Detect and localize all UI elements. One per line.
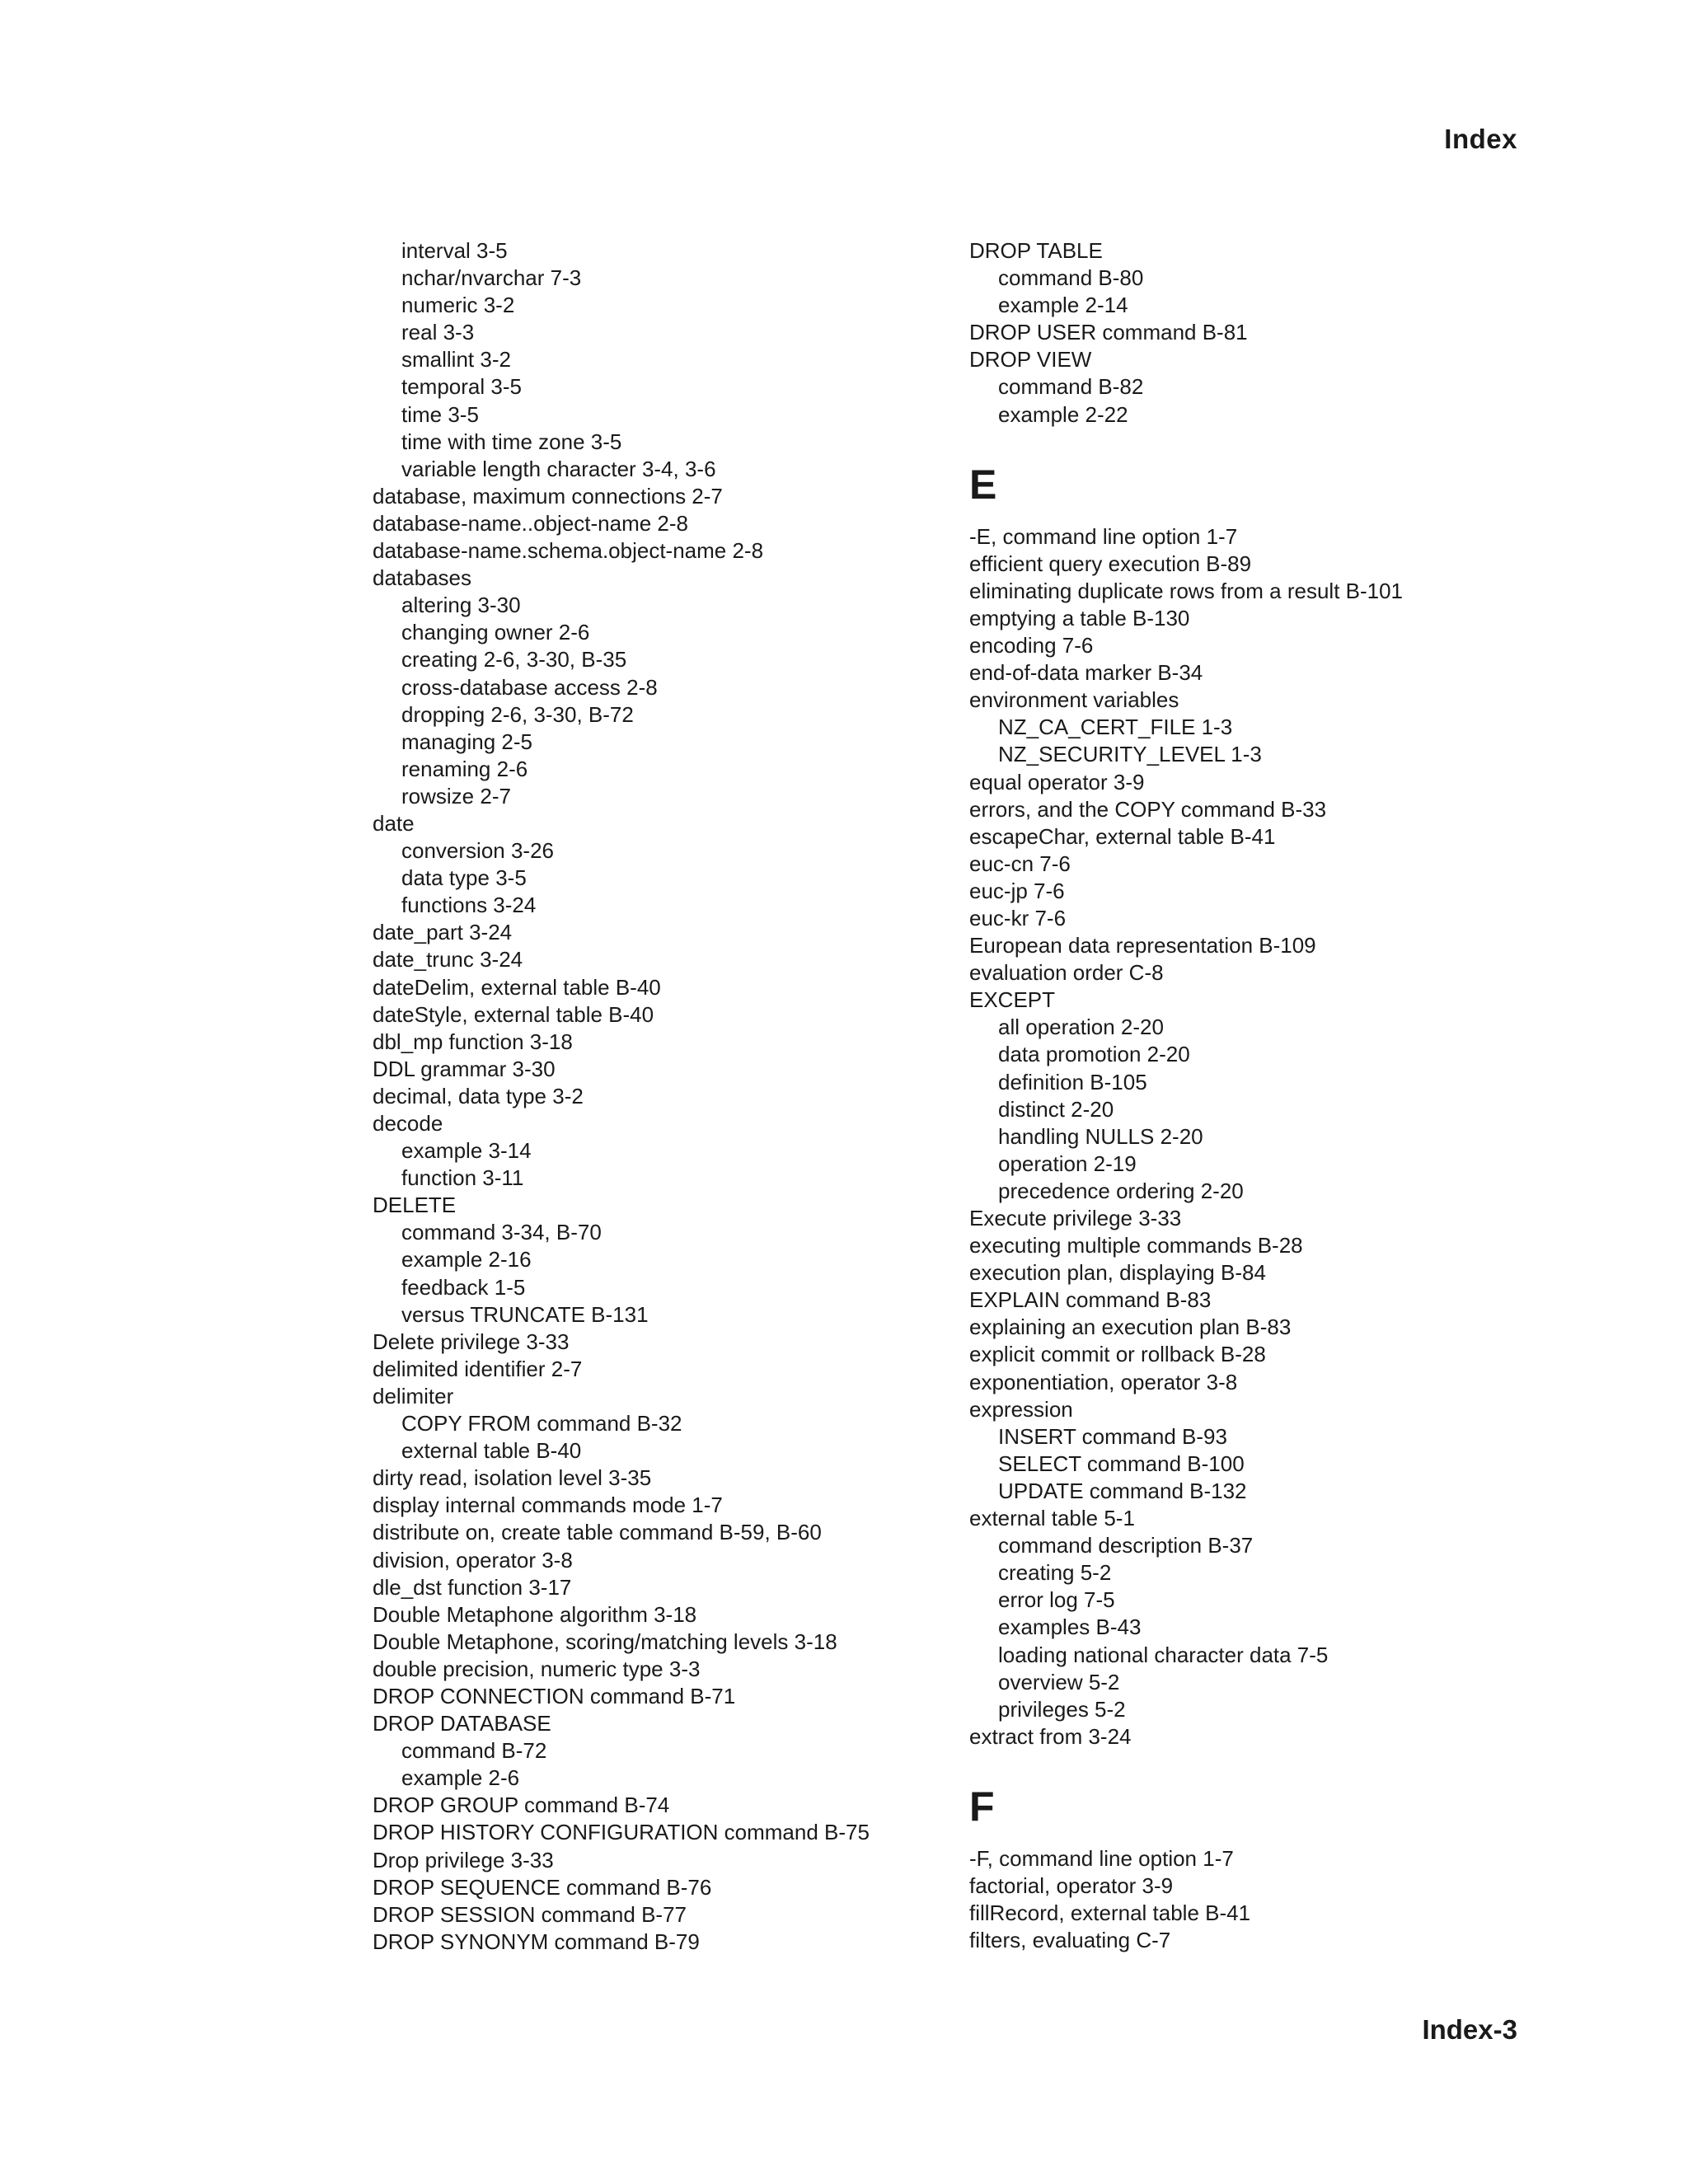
index-entry: DROP SEQUENCE command B-76 bbox=[373, 1874, 712, 1900]
index-subentry: temporal 3-5 bbox=[401, 374, 522, 400]
index-entry: dle_dst function 3-17 bbox=[373, 1574, 572, 1600]
index-subentry: overview 5-2 bbox=[998, 1669, 1120, 1694]
index-subentry: example 3-14 bbox=[401, 1138, 532, 1164]
index-entry: Double Metaphone algorithm 3-18 bbox=[373, 1601, 697, 1627]
index-entry: extract from 3-24 bbox=[969, 1723, 1132, 1749]
index-subentry: feedback 1-5 bbox=[401, 1274, 526, 1300]
index-subentry: error log 7-5 bbox=[998, 1587, 1115, 1613]
index-subentry: SELECT command B-100 bbox=[998, 1451, 1245, 1476]
index-entry: database-name..object-name 2-8 bbox=[373, 510, 689, 536]
index-entry: dirty read, isolation level 3-35 bbox=[373, 1465, 652, 1491]
index-subentry: nchar/nvarchar 7-3 bbox=[401, 265, 582, 291]
index-subentry: INSERT command B-93 bbox=[998, 1423, 1227, 1449]
index-subentry: functions 3-24 bbox=[401, 893, 537, 918]
index-entry: Execute privilege 3-33 bbox=[969, 1206, 1182, 1230]
index-subentry: command 3-34, B-70 bbox=[401, 1220, 602, 1245]
index-subentry: managing 2-5 bbox=[401, 729, 532, 754]
index-subentry: time with time zone 3-5 bbox=[401, 429, 622, 454]
index-entry: Delete privilege 3-33 bbox=[373, 1329, 570, 1354]
index-entry: evaluation order C-8 bbox=[969, 960, 1164, 986]
index-subentry: cross-database access 2-8 bbox=[401, 674, 658, 700]
index-entry: DROP VIEW bbox=[969, 347, 1092, 373]
index-subentry: distinct 2-20 bbox=[998, 1096, 1114, 1122]
page-number: Index-3 bbox=[1422, 2014, 1517, 2045]
index-subentry: loading national character data 7-5 bbox=[998, 1642, 1329, 1667]
index-subentry: handling NULLS 2-20 bbox=[998, 1123, 1203, 1149]
index-entry: fillRecord, external table B-41 bbox=[969, 1900, 1251, 1926]
index-entry: eliminating duplicate rows from a result B-101 bbox=[969, 578, 1404, 603]
index-entry: date_part 3-24 bbox=[373, 920, 513, 945]
index-entry: external table 5-1 bbox=[969, 1506, 1135, 1531]
index-entry: filters, evaluating C-7 bbox=[969, 1928, 1171, 1953]
index-entry: databases bbox=[373, 565, 471, 591]
index-subentry: definition B-105 bbox=[998, 1069, 1147, 1094]
index-entry: execution plan, displaying B-84 bbox=[969, 1260, 1266, 1286]
index-entry: DROP SYNONYM command B-79 bbox=[373, 1929, 700, 1954]
index-entry: equal operator 3-9 bbox=[969, 769, 1145, 794]
index-subentry: smallint 3-2 bbox=[401, 347, 511, 373]
index-entry: Double Metaphone, scoring/matching levels 3-18 bbox=[373, 1629, 837, 1654]
index-entry: explaining an execution plan B-83 bbox=[969, 1315, 1292, 1340]
index-subentry: renaming 2-6 bbox=[401, 756, 528, 781]
index-entry: date bbox=[373, 810, 415, 836]
index-entry: display internal commands mode 1-7 bbox=[373, 1493, 723, 1518]
index-entry: database-name.schema.object-name 2-8 bbox=[373, 538, 764, 564]
index-entry: date_trunc 3-24 bbox=[373, 947, 523, 972]
index-subentry: variable length character 3-4, 3-6 bbox=[401, 456, 716, 481]
index-entry: delimiter bbox=[373, 1383, 454, 1408]
index-entry: -F, command line option 1-7 bbox=[969, 1845, 1234, 1871]
index-entry: euc-jp 7-6 bbox=[969, 878, 1065, 903]
index-entry: exponentiation, operator 3-8 bbox=[969, 1369, 1238, 1394]
index-entry: database, maximum connections 2-7 bbox=[373, 483, 723, 509]
index-entry: factorial, operator 3-9 bbox=[969, 1872, 1174, 1898]
index-subentry: example 2-22 bbox=[998, 401, 1128, 427]
index-entry: double precision, numeric type 3-3 bbox=[373, 1656, 701, 1681]
index-subentry: privileges 5-2 bbox=[998, 1696, 1126, 1722]
index-subentry: real 3-3 bbox=[401, 320, 475, 345]
index-subentry: operation 2-19 bbox=[998, 1151, 1137, 1176]
page-header-title: Index bbox=[1444, 124, 1517, 154]
index-entry: environment variables bbox=[969, 687, 1179, 713]
index-entry: executing multiple commands B-28 bbox=[969, 1233, 1303, 1258]
index-subentry: external table B-40 bbox=[401, 1438, 582, 1464]
index-subentry: numeric 3-2 bbox=[401, 293, 515, 318]
index-entry: explicit commit or rollback B-28 bbox=[969, 1342, 1266, 1367]
index-entry: emptying a table B-130 bbox=[969, 605, 1190, 630]
index-entry: euc-cn 7-6 bbox=[969, 851, 1071, 876]
index-entry: expression bbox=[969, 1396, 1073, 1422]
index-subentry: data type 3-5 bbox=[401, 865, 527, 891]
index-subentry: data promotion 2-20 bbox=[998, 1042, 1190, 1067]
index-subentry: changing owner 2-6 bbox=[401, 620, 590, 645]
index-subentry: creating 2-6, 3-30, B-35 bbox=[401, 647, 627, 673]
index-subentry: conversion 3-26 bbox=[401, 838, 554, 864]
index-entry: decode bbox=[373, 1111, 443, 1136]
index-entry: division, operator 3-8 bbox=[373, 1547, 573, 1572]
index-subentry: command B-80 bbox=[998, 265, 1144, 291]
index-entry: end-of-data marker B-34 bbox=[969, 660, 1203, 686]
index-entry: DROP TABLE bbox=[969, 238, 1103, 263]
index-subentry: command description B-37 bbox=[998, 1533, 1254, 1558]
index-entry: dateDelim, external table B-40 bbox=[373, 974, 661, 1000]
index-entry: DROP CONNECTION command B-71 bbox=[373, 1683, 736, 1708]
index-subentry: rowsize 2-7 bbox=[401, 783, 511, 808]
index-entry: errors, and the COPY command B-33 bbox=[969, 796, 1327, 822]
index-entry: DROP USER command B-81 bbox=[969, 320, 1248, 345]
index-entry: efficient query execution B-89 bbox=[969, 551, 1252, 576]
index-subentry: NZ_SECURITY_LEVEL 1-3 bbox=[998, 742, 1262, 767]
index-subentry: examples B-43 bbox=[998, 1615, 1142, 1640]
index-section-letter: F bbox=[969, 1783, 995, 1830]
index-subentry: NZ_CA_CERT_FILE 1-3 bbox=[998, 715, 1233, 740]
index-entry: DELETE bbox=[373, 1193, 457, 1218]
index-entry: escapeChar, external table B-41 bbox=[969, 823, 1276, 849]
index-entry: distribute on, create table command B-59, B-60 bbox=[373, 1520, 822, 1545]
index-entry: DDL grammar 3-30 bbox=[373, 1056, 556, 1081]
index-entry: -E, command line option 1-7 bbox=[969, 523, 1238, 549]
index-column-left bbox=[373, 237, 950, 1956]
index-subentry: command B-82 bbox=[998, 374, 1144, 400]
index-entry: DROP HISTORY CONFIGURATION command B-75 bbox=[373, 1820, 870, 1845]
index-entry: DROP SESSION command B-77 bbox=[373, 1901, 687, 1927]
index-subentry: example 2-14 bbox=[998, 293, 1128, 318]
index-entry: DROP GROUP command B-74 bbox=[373, 1793, 670, 1818]
index-entry: euc-kr 7-6 bbox=[969, 905, 1067, 930]
index-subentry: example 2-6 bbox=[401, 1765, 520, 1791]
index-subentry: precedence ordering 2-20 bbox=[998, 1178, 1244, 1203]
index-subentry: example 2-16 bbox=[401, 1247, 532, 1272]
index-entry: dbl_mp function 3-18 bbox=[373, 1029, 573, 1054]
index-subentry: all operation 2-20 bbox=[998, 1015, 1164, 1040]
index-subentry: function 3-11 bbox=[401, 1165, 524, 1191]
index-subentry: time 3-5 bbox=[401, 401, 479, 427]
index-subentry: UPDATE command B-132 bbox=[998, 1478, 1247, 1503]
index-entry: EXCEPT bbox=[969, 987, 1056, 1013]
index-subentry: versus TRUNCATE B-131 bbox=[401, 1301, 649, 1327]
index-entry: Drop privilege 3-33 bbox=[373, 1847, 554, 1872]
index-subentry: altering 3-30 bbox=[401, 593, 521, 618]
index-entry: dateStyle, external table B-40 bbox=[373, 1001, 654, 1027]
index-subentry: interval 3-5 bbox=[401, 238, 508, 263]
index-entry: EXPLAIN command B-83 bbox=[969, 1287, 1212, 1313]
index-section-letter: E bbox=[969, 461, 997, 508]
index-subentry: dropping 2-6, 3-30, B-72 bbox=[401, 701, 634, 727]
index-subentry: command B-72 bbox=[401, 1738, 547, 1764]
index-subentry: COPY FROM command B-32 bbox=[401, 1411, 682, 1436]
index-entry: European data representation B-109 bbox=[969, 933, 1316, 958]
index-entry: encoding 7-6 bbox=[969, 633, 1094, 658]
index-subentry: creating 5-2 bbox=[998, 1560, 1112, 1586]
index-entry: delimited identifier 2-7 bbox=[373, 1356, 583, 1381]
index-column-right bbox=[969, 237, 1563, 1954]
index-entry: DROP DATABASE bbox=[373, 1711, 551, 1736]
index-entry: decimal, data type 3-2 bbox=[373, 1083, 584, 1108]
